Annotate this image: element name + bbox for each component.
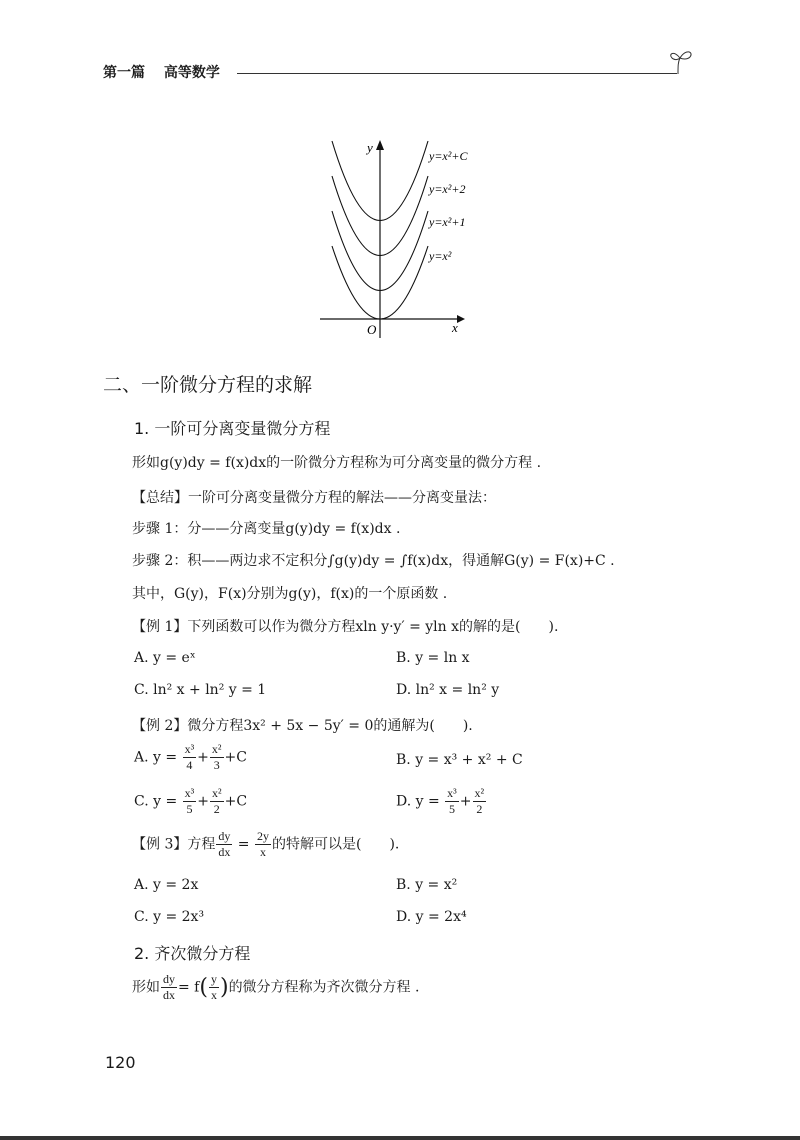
example-3-stem: 【例 3】方程 $\frac{dy}{dx}$ = $\frac{2y}{x}$ 的特解可以是( ). (132, 829, 400, 859)
ex3-rhs-num: 2y (257, 829, 269, 843)
ex2-option-d: D. y = $\frac{\text{x³}}{5}$ + $\frac{\text{x²}}{2}$ (396, 786, 485, 816)
def2-mid: = f (178, 979, 200, 996)
def2-inner-den: x (210, 988, 217, 1002)
def2-frac (161, 972, 177, 1003)
def2-num: dy (163, 972, 175, 986)
ex3-prefix: 【例 3】方程 (132, 836, 216, 853)
ex2-d-frac-2 (473, 786, 487, 817)
ex2-a-tail: +C (224, 749, 247, 766)
curve-label-1: y=x²+1 (429, 215, 466, 229)
curve-label-0: y=x² (429, 249, 452, 263)
ex1-option-a: A. y = eˣ (134, 650, 196, 666)
ex2-d-prefix: D. y = (396, 793, 440, 810)
ex2-option-a: A. y = $\frac{\text{x³}}{4}$ + $\frac{\text{x²}}{3}$ +C (134, 742, 247, 772)
curve-label-c: y=x²+C (429, 149, 468, 163)
ex1-option-c: C. ln² x + ln² y = 1 (134, 682, 267, 698)
y-axis-arrow (376, 140, 384, 150)
def2-inner-frac (209, 972, 219, 1003)
sprout-icon (664, 46, 696, 78)
ex2-c-prefix: C. y = (134, 793, 178, 810)
ex2-a-num-1: x³ (184, 742, 195, 756)
ex2-c-frac-1 (183, 786, 197, 817)
ex2-a-den-2: 3 (213, 758, 220, 772)
ex2-a-frac-2 (210, 742, 224, 773)
definition-separable: 形如g(y)dy = f(x)dx的一阶微分方程称为可分离变量的微分方程 . (132, 455, 542, 471)
ex1-option-d: D. ln² x = ln² y (396, 682, 500, 698)
def2-inner-num: y (210, 972, 217, 986)
ex2-d-den-2: 2 (476, 802, 483, 816)
ex3-lhs-den: dx (218, 845, 231, 859)
example-2-stem: 【例 2】微分方程3x² + 5x − 5y′ = 0的通解为( ). (132, 718, 473, 734)
definition-homogeneous (132, 972, 419, 1003)
ex3-option-b: B. y = x² (396, 877, 458, 893)
header-subject: 高等数学 (163, 65, 220, 81)
origin-label: O (367, 322, 377, 337)
curve-label-2: y=x²+2 (429, 182, 466, 196)
ex2-a-num-2: x² (211, 742, 222, 756)
subsection-title-2: 2. 齐次微分方程 (134, 944, 251, 963)
def2-rparen: ) (219, 975, 229, 1000)
ex2-a-prefix: A. y = (134, 749, 178, 766)
page-number: 120 (105, 1053, 136, 1072)
def2-lparen: ( (199, 975, 208, 1000)
ex2-c-tail: +C (224, 793, 248, 810)
scan-bottom-edge (0, 1136, 800, 1140)
ex2-c-den-2: 2 (213, 802, 220, 816)
ex3-rhs-frac (255, 829, 271, 860)
ex2-d-num-1: x³ (447, 786, 457, 800)
ex2-d-num-2: x² (474, 786, 485, 800)
step-1: 步骤 1：分——分离变量g(y)dy = f(x)dx . (132, 521, 401, 537)
parabola-family-graph (315, 138, 495, 348)
ex2-c-num-1: x³ (184, 786, 195, 800)
ex3-lhs-frac (216, 829, 232, 860)
ex3-option-c: C. y = 2x³ (134, 909, 205, 925)
example-1-stem: 【例 1】下列函数可以作为微分方程xln y·y′ = yln x的解的是( ). (132, 619, 559, 635)
def2-suffix: 的微分方程称为齐次微分方程 . (228, 979, 420, 996)
def2-den: dx (163, 988, 175, 1002)
summary-line: 【总结】一阶可分离变量微分方程的解法——分离变量法： (132, 490, 496, 506)
ex1-option-b: B. y = ln x (396, 650, 470, 666)
ex3-lhs-num: dy (218, 829, 231, 843)
ex3-option-d: D. y = 2x⁴ (396, 909, 467, 925)
ex2-option-c: C. y = $\frac{\text{x³}}{5}$ + $\frac{\text{x²}}{2}$ +C (134, 786, 248, 816)
ex2-c-den-1: 5 (186, 802, 193, 816)
ex2-option-b: B. y = x³ + x² + C (396, 752, 523, 768)
section-title: 二、一阶微分方程的求解 (103, 374, 313, 396)
header-part: 第一篇 (103, 65, 145, 81)
x-axis-arrow (457, 315, 465, 323)
ex2-d-frac-1 (445, 786, 459, 817)
subsection-title-1: 1. 一阶可分离变量微分方程 (134, 419, 331, 438)
x-axis-label: x (452, 320, 458, 335)
ex3-rhs-den: x (260, 845, 266, 859)
ex3-suffix: 的特解可以是( ). (272, 836, 400, 853)
running-header (103, 62, 234, 82)
ex2-c-frac-2 (210, 786, 224, 817)
ex3-option-a: A. y = 2x (134, 877, 199, 893)
ex2-d-den-1: 5 (448, 802, 455, 816)
y-axis-label: y (367, 140, 373, 155)
note-line: 其中，G(y)，F(x)分别为g(y)，f(x)的一个原函数 . (132, 586, 448, 602)
step-2: 步骤 2：积——两边求不定积分∫g(y)dy = ∫f(x)dx，得通解G(y) = F(x)+C . (132, 553, 615, 569)
ex2-a-den-1: 4 (186, 758, 193, 772)
ex2-a-frac-1 (183, 742, 197, 773)
ex2-c-num-2: x² (212, 786, 222, 800)
def2-prefix: 形如 (132, 979, 160, 996)
header-rule (237, 73, 677, 74)
